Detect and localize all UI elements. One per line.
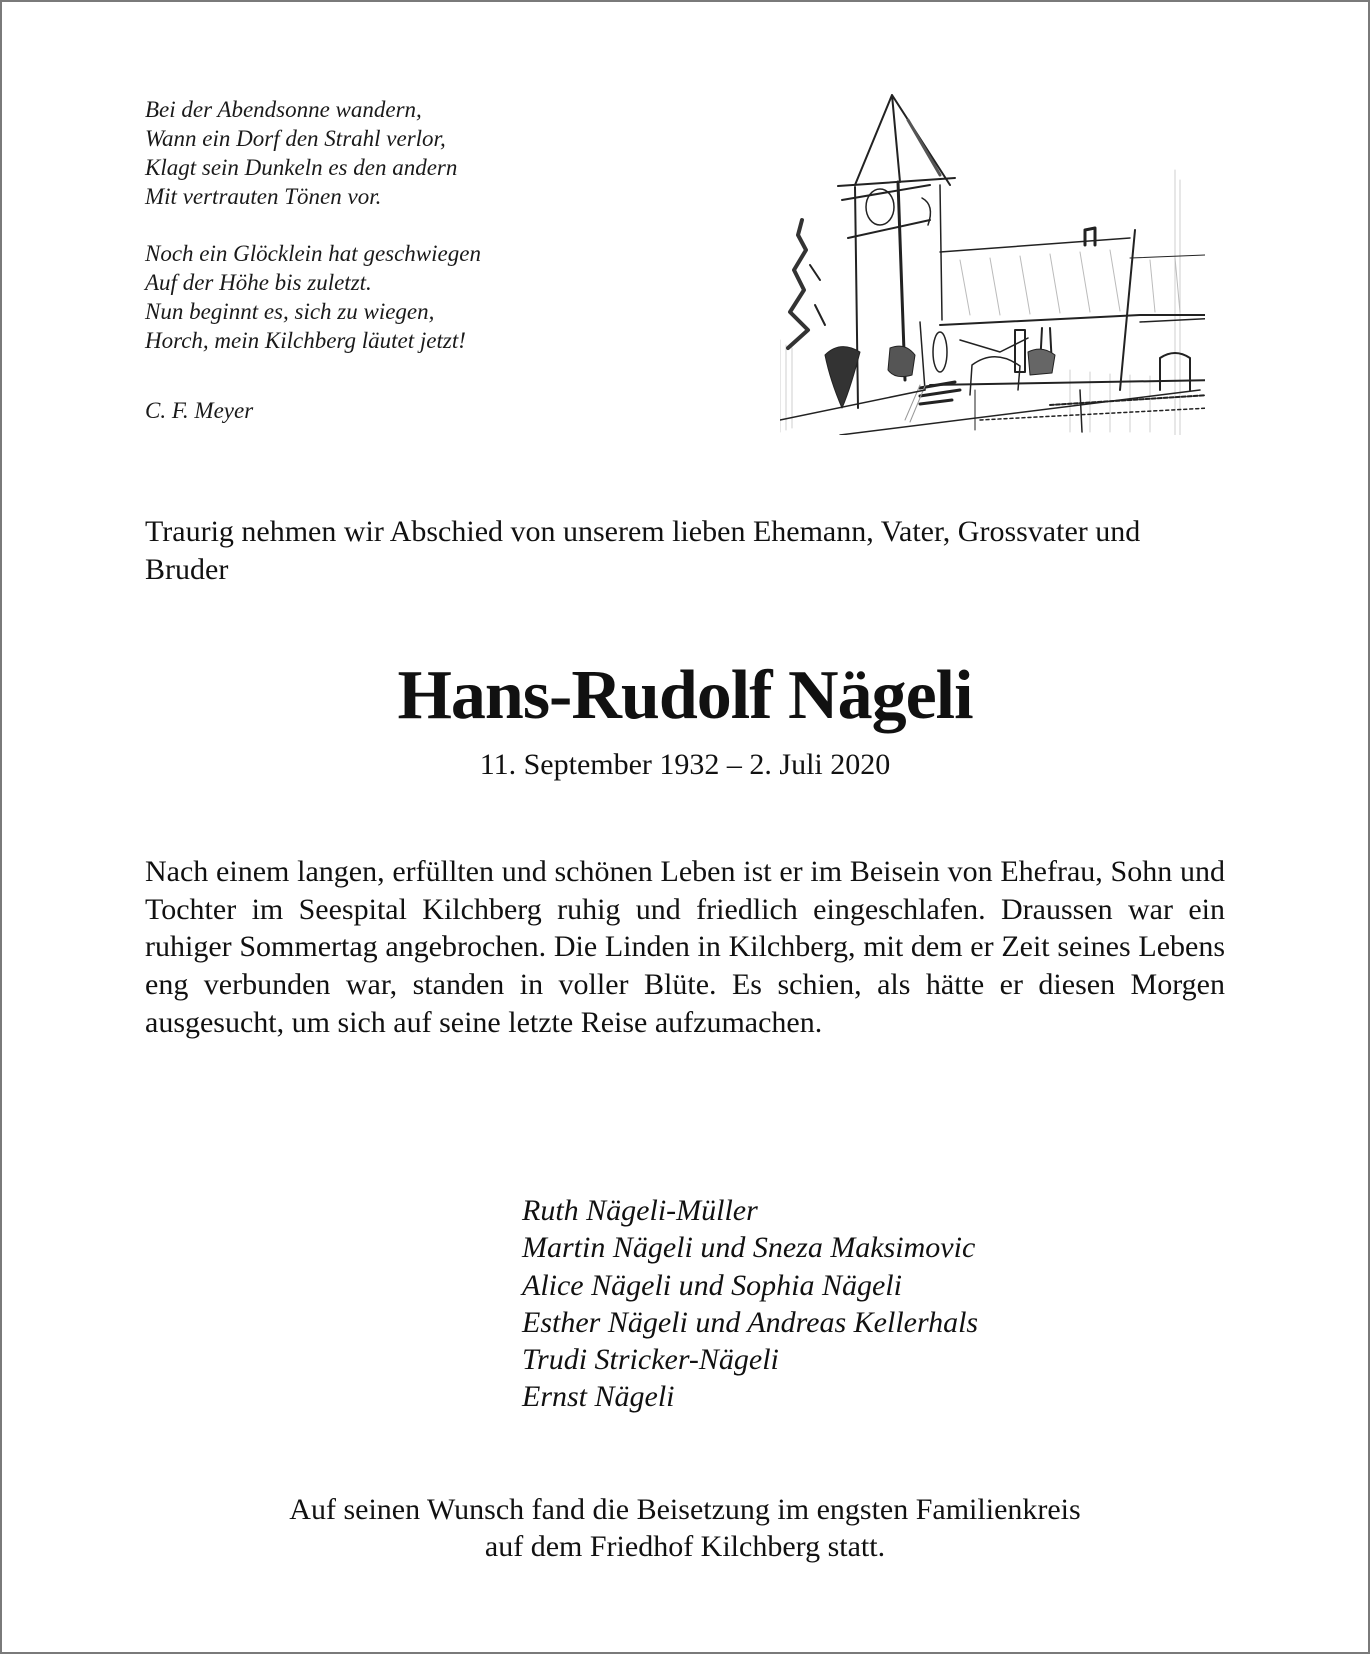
mourner: Ernst Nägeli	[522, 1380, 675, 1414]
poem-stanza-2	[145, 239, 665, 355]
burial-note-line: Auf seinen Wunsch fand die Beisetzung im engsten Familienkreis	[289, 1493, 1081, 1526]
life-dates: 11. September 1932 – 2. Juli 2020	[479, 748, 891, 781]
poem-stanza-1	[145, 95, 665, 211]
mourner: Trudi Stricker-Nägeli	[522, 1343, 779, 1377]
mourner: Ruth Nägeli-Müller	[522, 1194, 758, 1227]
poem-line: Mit vertrauten Tönen vor.	[145, 184, 382, 209]
deceased-name: Hans-Rudolf Nägeli	[397, 657, 973, 734]
poem-line: Nun beginnt es, sich zu wiegen,	[145, 299, 435, 324]
poem-line: Noch ein Glöcklein hat geschwiegen	[145, 241, 481, 266]
poem-line: Horch, mein Kilchberg läutet jetzt!	[145, 328, 466, 353]
poem-line: Klagt sein Dunkeln es den andern	[145, 155, 458, 180]
poem-author: C. F. Meyer	[145, 398, 254, 423]
poem-line: Auf der Höhe bis zuletzt.	[145, 270, 372, 295]
mourner: Martin Nägeli und Sneza Maksimovic	[522, 1231, 976, 1265]
obituary-body: Nach einem langen, erfüllten und schönen Leben ist er im Beisein von Ehefrau, Sohn und Tochter im Seespital Kilchberg ruhig und friedlich eingeschlafen. Draussen war ein ruhiger Sommertag angebrochen. Die Linden in Kilchberg, mit dem er Zeit seines Lebens eng verbunden war, standen in voller Blüte. Es schien, als hätte er diesen Morgen ausgesucht, um sich auf seine letzte Reise aufzumachen.	[145, 855, 1225, 1039]
poem-line: Wann ein Dorf den Strahl verlor,	[145, 126, 446, 151]
intro-text: Traurig nehmen wir Abschied von unserem lieben Ehemann, Vater, Grossvater und Bruder	[145, 515, 1141, 586]
poem	[145, 95, 665, 425]
burial-note-line: auf dem Friedhof Kilchberg statt.	[484, 1530, 886, 1563]
mourners-list	[522, 1192, 1162, 1416]
poem-line: Bei der Abendsonne wandern,	[145, 97, 422, 122]
mourner: Esther Nägeli und Andreas Kellerhals	[522, 1305, 979, 1339]
church-sketch-icon	[780, 90, 1205, 435]
burial-note	[145, 1491, 1225, 1565]
mourner: Alice Nägeli und Sophia Nägeli	[522, 1268, 902, 1302]
